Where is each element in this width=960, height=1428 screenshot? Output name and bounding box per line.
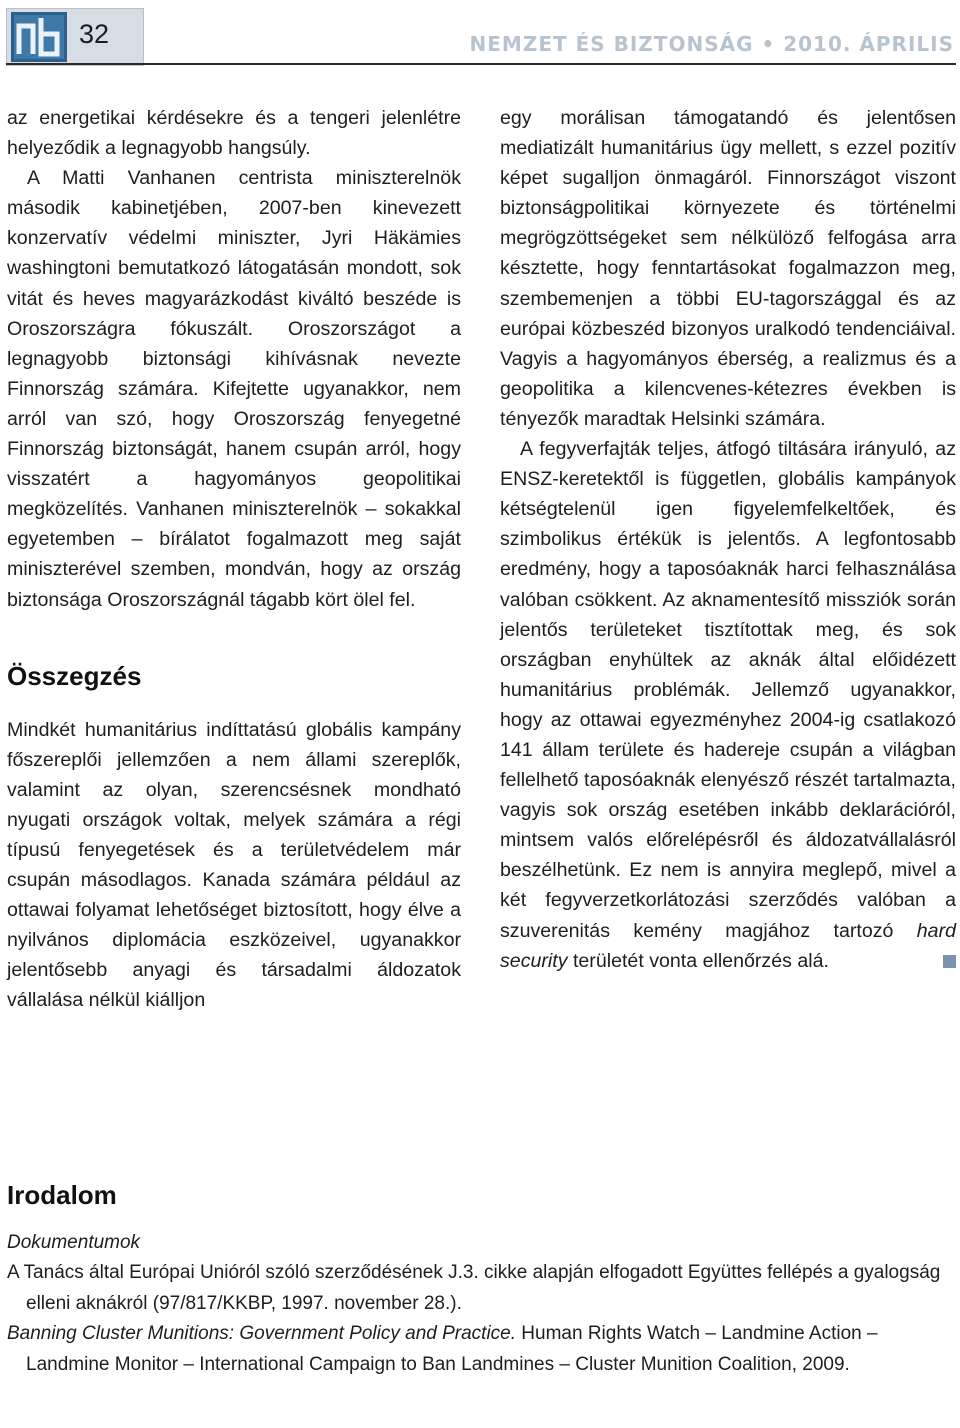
reference-rest: Human Rights Watch – Landmine Action – Landmine Monitor – International Campaign to Ban Landmines – Cluster Munition Coalition, 2009. <box>26 1323 878 1375</box>
journal-logo <box>11 12 67 62</box>
reference-title: Banning Cluster Munitions: Government Policy and Practice. <box>7 1323 517 1344</box>
end-of-article-mark <box>943 955 956 968</box>
page-header <box>6 8 956 64</box>
paragraph: Mindkét humanitárius indíttatású globális kampány főszereplői jellemzően a nem állami szereplők, valamint az olyan, szerencsésnek mondható nyugati országok voltak, melyek számára a régi típusú fenyegetések és a területvédelem már csupán másodlagos. Kanada számára például az ottawai folyamat lehetőséget biztosított, hogy élve a nyilvános diplomácia eszközeivel, ugyanakkor jelentősebb anyagi és társadalmi áldozatok vállalása nélkül kiálljon <box>7 718 461 1012</box>
italic-term: hard security <box>500 919 956 972</box>
header-rule <box>6 63 956 65</box>
paragraph-text: A fegyverfajták teljes, átfogó tiltására irányuló, az ENSZ-keretektől is független, globális kampányok kétségtelenül igen figyelemfelkeltőek, és szimbolikus értékük is jelentős. A legfontosabb eredmény, hogy a taposóaknák harci felhasználása valóban csökkent. Az aknamentesítő missziók során jelentős területeket tisztítottak meg, és sok országban enyhültek az aknák által előidézett humanitárius problémák. Jellemző ugyanakkor, hogy az ottawai egyezményhez 2004-ig csatlakozó 141 állam területe és hadereje csupán a világban fellelhető taposóaknák elenyésző részét tartalmazta, vagyis sok ország esetében inkább deklarációról, mintsem valós előrelépésről és áldozatvállalásról beszélhetünk. Ez nem is annyira meglepő, mivel a két fegyverzetkorlátozási szerződés valóban a szuverenitás kemény magjához tartozó <box>500 438 956 942</box>
paragraph: az energetikai kérdésekre és a tengeri jelenlétre helyeződik a legnagyobb hangsúly. <box>7 107 461 160</box>
paragraph-final <box>500 434 956 976</box>
references-category: Dokumentumok <box>7 1232 141 1253</box>
section-heading: Összegzés <box>7 660 142 691</box>
references-heading: Irodalom <box>7 1180 117 1210</box>
left-column <box>7 103 461 1016</box>
logo-block <box>6 8 144 66</box>
reference-item: A Tanács által Európai Unióról szóló szerződésének J.3. cikke alapján elfogadott Együttes fellépés a gyalogság elleni aknákról (97/817/KKBP, 1997. november 28.). <box>7 1262 941 1314</box>
paragraph: A Matti Vanhanen centrista miniszterelnök második kabinetjében, 2007-ben kinevezett konzervatív védelmi miniszter, Jyri Häkämies washingtoni bemutatkozó látogatásán mondott, sok vitát és heves magyarázkodást kiváltó beszéde is Oroszországra fókuszált. Oroszországot a legnagyobb biztonsági kihívásnak nevezte Finnország számára. Kifejtette ugyanakkor, nem arról van szó, hogy Oroszország fenyegetné Finnország biztonságát, hanem csupán arról, hogy visszatért a hagyományos geopolitikai megközelítés. Vanhanen miniszterelnök – sokakkal egyetemben – bírálatot fogalmazott meg saját miniszterével szemben, mondván, hogy az ország biztonsága Oroszországnál tágabb kört ölel fel. <box>7 167 461 611</box>
paragraph: egy morálisan támogatandó és jelentősen mediatizált humanitárius ügy mellett, s ezzel pozitív képet sugalljon önmagáról. Finnországot viszont biztonságpolitikai környezete és történelmi megrögzöttségeket sem nélkülöző felfogása arra késztette, hogy fenntartásokat fogalmazzon meg, szembemenjen a többi EU-tagországgal és az európai közbeszéd bizonyos uralkodó tendenciáival. Vagyis a hagyományos éberség, a realizmus és a geopolitika a kilencvenes-kétezres években is tényezők maradtak Helsinki számára. <box>500 107 956 430</box>
paragraph-text-end: területét vonta ellenőrzés alá. <box>567 949 829 972</box>
references-section <box>7 1178 952 1380</box>
right-column <box>500 103 956 976</box>
reference-item <box>7 1319 952 1380</box>
journal-title: NEMZET ÉS BIZTONSÁG • 2010. ÁPRILIS <box>469 32 954 56</box>
page-number: 32 <box>79 19 110 49</box>
